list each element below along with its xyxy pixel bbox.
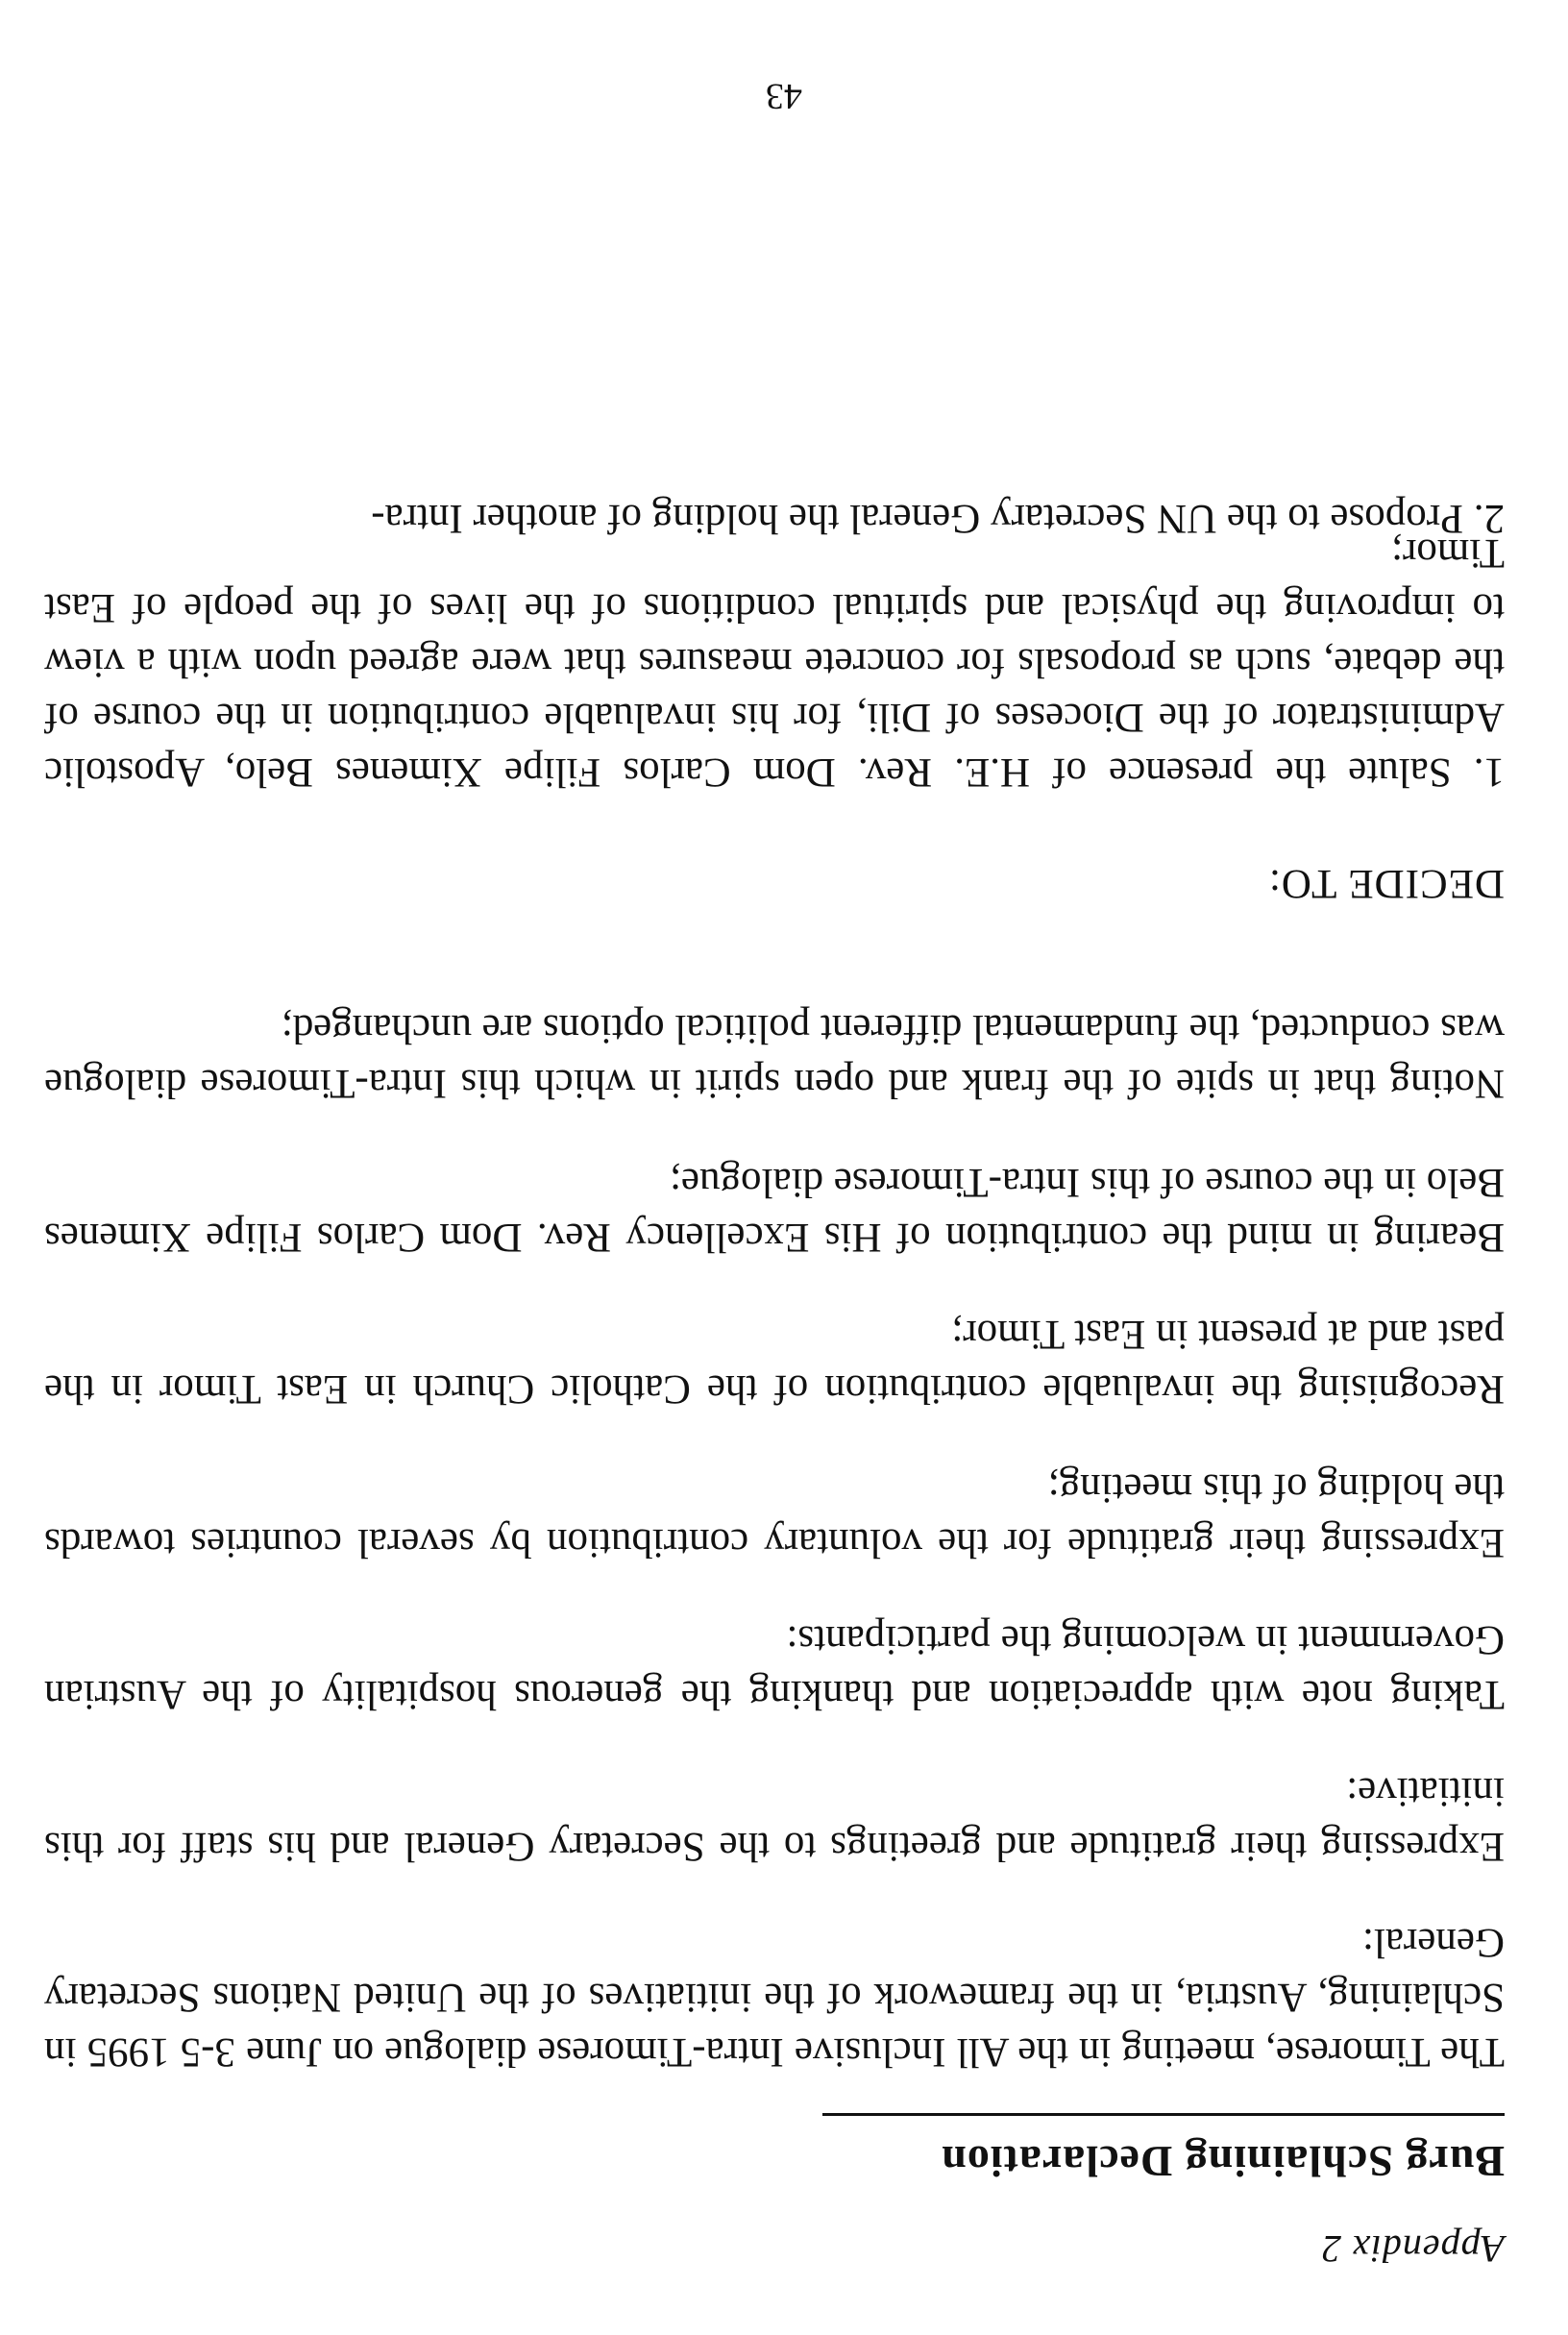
decision-1: 1. Salute the presence of H.E. Rev. Dom Carlos Filipe Ximenes Belo, Apostolic Administrator of the Dioceses of Dili, for his invaluable contribution in the course of the debate, such as proposals for concrete measures that were agreed upon with a view to improving the physical and spiritual conditions of the lives of the people of East Timor; [44, 530, 1505, 795]
paragraph-4: Expressing their gratitude for the voluntary contribution by several countries towards the holding of this meeting; [44, 1465, 1505, 1565]
decide-heading: DECIDE TO: [1267, 861, 1505, 906]
paragraph-5: Recognising the invaluable contribution of the Catholic Church in East Timor in the past and at present in East Timor; [44, 1312, 1505, 1412]
appendix-label: Appendix 2 [1320, 2227, 1505, 2271]
paragraph-3: Taking note with appreciation and thanking the generous hospitality of the Austrian Government in welcoming the participants: [44, 1617, 1505, 1717]
decision-2: 2. Propose to the UN Secretary General the holding of another Intra- [371, 496, 1505, 541]
paragraph-2: Expressing their gratitude and greetings to the Secretary General and his staff for this initiative: [44, 1769, 1505, 1869]
paragraph-7: Noting that in spite of the frank and open spirit in which this Intra-Timorese dialogue was conducted, the fundamental different political options are unchanged; [44, 1006, 1505, 1106]
paragraph-1: The Timorese, meeting in the All Inclusive Intra-Timorese dialogue on June 3-5 1995 in Schlaining, Austria, in the framework of the initiatives of the United Nations Secretary General: [44, 1920, 1505, 2075]
paragraph-6: Bearing in mind the contribution of His Excellency Rev. Dom Carlos Filipe Ximenes Belo in the course of this Intra-Timorese dialogue; [44, 1160, 1505, 1260]
title-divider [822, 2113, 1505, 2116]
page-number: 43 [766, 76, 802, 116]
page-title: Burg Schlaining Declaration [941, 2137, 1505, 2186]
